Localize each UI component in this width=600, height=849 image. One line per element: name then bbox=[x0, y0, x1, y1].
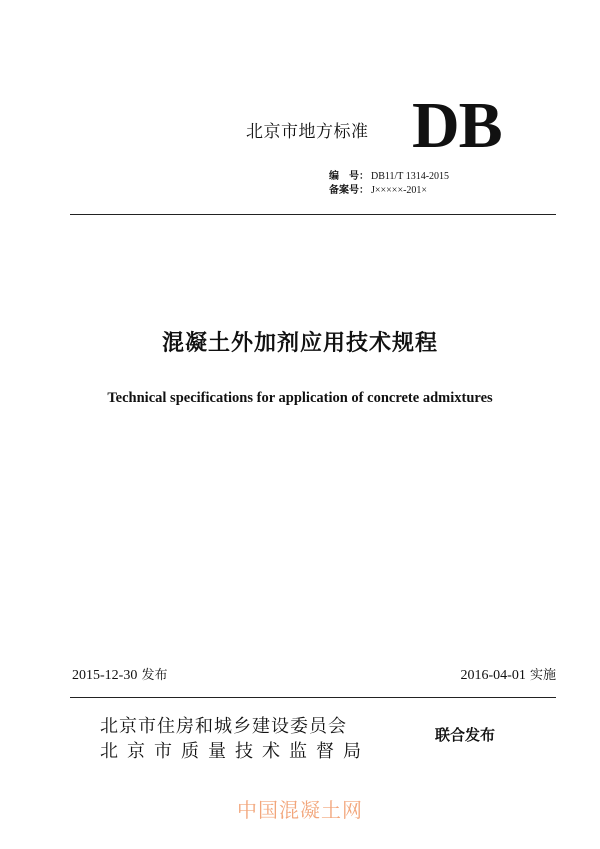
record-number-label: 备案号： bbox=[329, 185, 369, 196]
record-number-value: J×××××-201× bbox=[371, 185, 428, 196]
watermark-text: 中国混凝土网 bbox=[237, 798, 363, 822]
bottom-divider bbox=[70, 697, 556, 698]
standard-meta bbox=[329, 170, 449, 198]
joint-release-label: 联合发布 bbox=[435, 726, 496, 744]
document-title-english: Technical specifications for application of concrete admixtures bbox=[107, 390, 493, 406]
standard-number-value: DB11/T 1314-2015 bbox=[371, 171, 450, 182]
release-date-value: 2015-12-30 bbox=[72, 668, 138, 683]
release-date bbox=[72, 664, 167, 684]
standard-number-label: 编 号： bbox=[329, 171, 369, 182]
issuer-quality-bureau: 北京市质量技术监督局 bbox=[100, 741, 370, 762]
standard-number-row bbox=[329, 170, 449, 184]
standard-type: 北京市地方标准 bbox=[246, 122, 369, 142]
effective-date bbox=[461, 664, 556, 684]
db-logo: DB bbox=[412, 89, 502, 162]
effective-date-word: 实施 bbox=[529, 668, 556, 683]
effective-date-value: 2016-04-01 bbox=[460, 668, 526, 683]
issuer-housing-committee: 北京市住房和城乡建设委员会 bbox=[100, 716, 347, 737]
record-number-row bbox=[329, 184, 449, 198]
release-date-word: 发布 bbox=[141, 668, 168, 683]
top-divider bbox=[70, 214, 556, 215]
document-title-chinese: 混凝土外加剂应用技术规程 bbox=[161, 331, 438, 356]
